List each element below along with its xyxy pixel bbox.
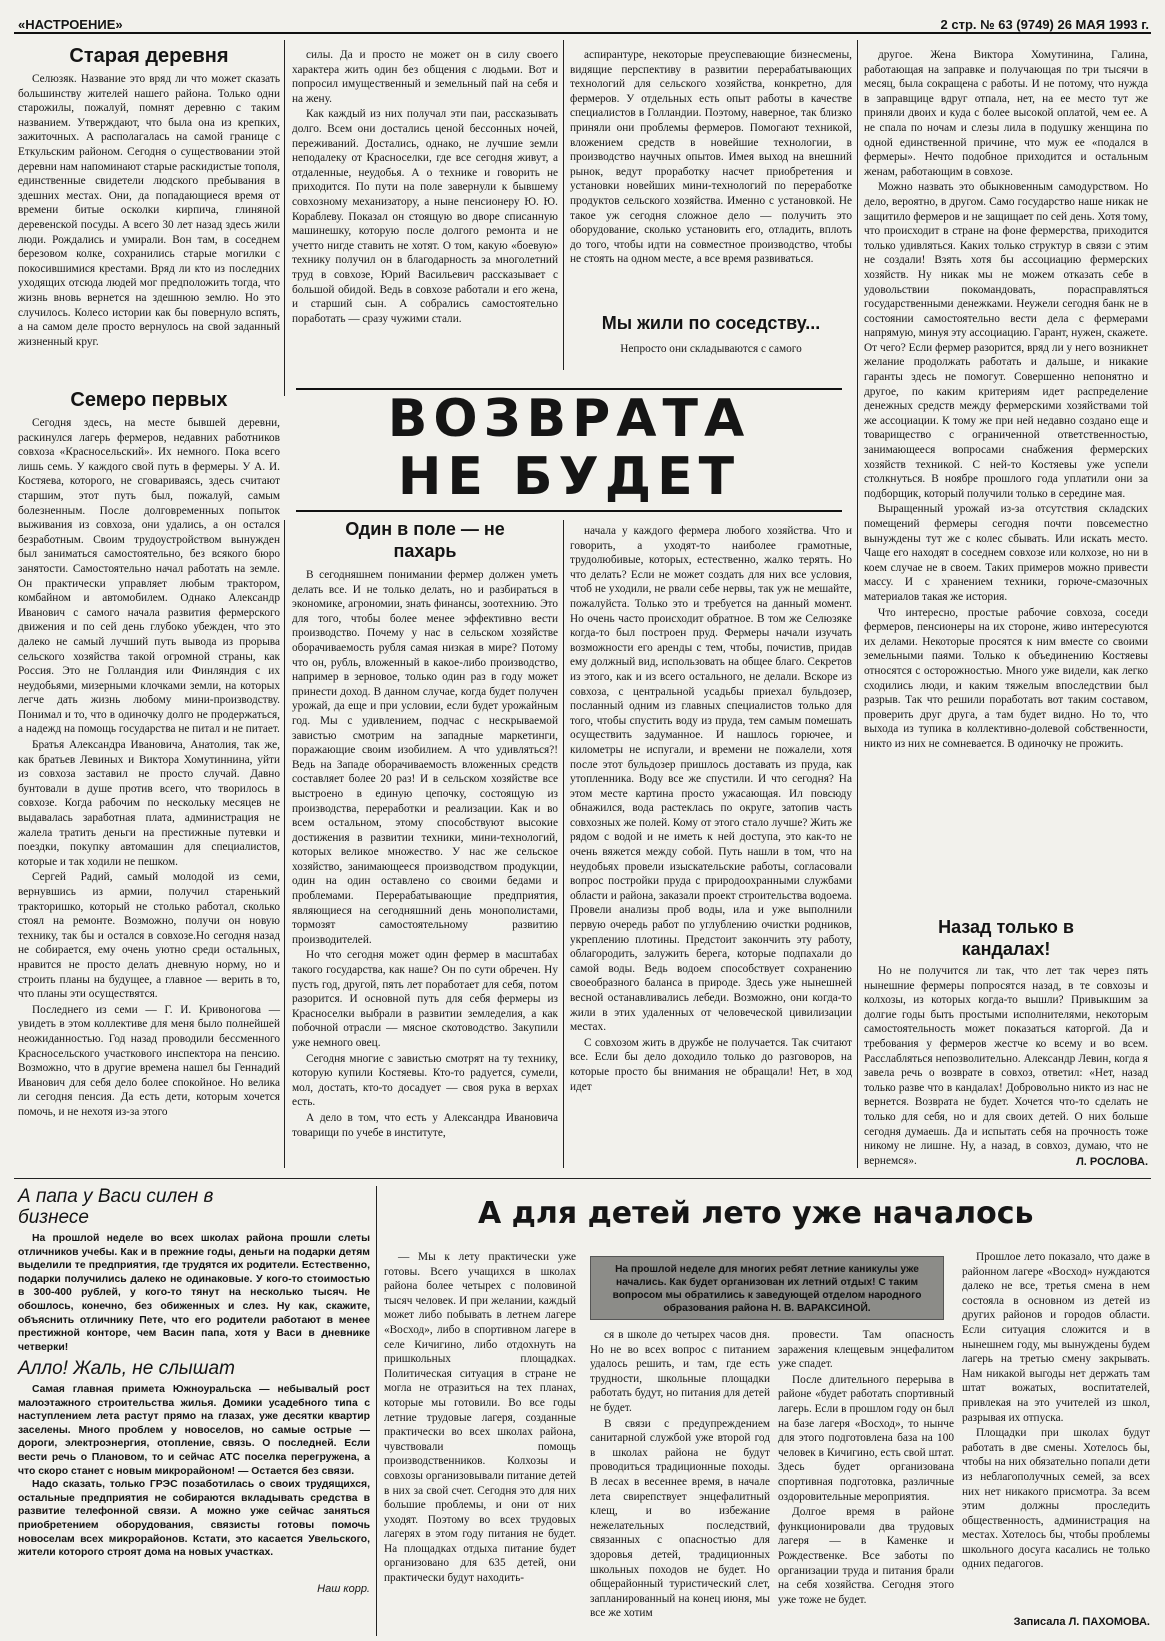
allo-text <box>18 1383 370 1581</box>
col4-text <box>864 48 1148 912</box>
paragraph: Селюзяк. Название это вряд ли что может сказать большинству жителей нашего района. Только одни старожилы, пожалуй, помнят деревню с таким названием. Утверждают, что была она из крепких, зажиточных. А располагалась на самой границе с Еткульским районом. Сегодня о существовании этой деревни нам напоминают старые раскидистые тополя, единственные свидетели людского пребывания в здешних местах. Они, да попадающиеся время от времени битые осколки кирпича, глиняной деревенской посуды. А всего 30 лет назад здесь жили люди. Рождались и умирали. Вон там, в соседнем березовом колке, сохранились старые могилки с покосившимися крестами. Вряд ли кто из последних уходящих отсюда людей мог предположить тогда, что жизнь вновь вернется на здешнюю землю. Но это случилось. Колесо истории как бы повернуло вспять, а на самом деле просто вернулось на свой заданный жизненный круг. <box>18 73 280 348</box>
paragraph: Но что сегодня может один фермер в масштабах такого государства, как наше? Он по сути обречен. Ну пусть год, другой, пять лет поработает для себя, потом разорится. И основной путь для себя фермеры из Красноселки выбрали в развитии земледелия, а как побочной отрасли — мясное скотоводство. Закупили уже немного овец. <box>292 949 558 1049</box>
article-column-4 <box>864 48 1148 1170</box>
summer-headline: А для детей лето уже началось <box>478 1196 1034 1231</box>
article-column-2-top <box>292 48 558 368</box>
section-heading-old-village: Старая деревня <box>69 45 229 67</box>
paragraph: На прошлой неделе во всех школах района прошли слеты отличников учебы. Как и в прежние годы, деньги на подарки детям выделили те предприятия, где трудятся их родители. Естественно, подарки получились далеко не одинаковые. У кого-то стоимостью в 300-400 рублей, у кого-то тянут на несколько тысяч. Не обошлось, конечно, без обиженных и слез. Ну как, скажите, объяснить отличнику Пете, что его родители работают в менее престижной конторе, чем Васин папа, хотя у Васи в дневнике четверки! <box>18 1233 370 1353</box>
paragraph: С совхозом жить в дружбе не получается. Так считают все. Если бы дело доходило только до разговоров, на которые просто бы внимания не обращали! Нет, в ход идет <box>570 1036 852 1093</box>
paragraph: В связи с предупреждением санитарной службой уже второй год в школах района не будут проводиться традиционные походы. В лесах в весеннее время, в начале лета свирепствует энцефалитный клещ, и во избежание нежелательных последствий, связанных с опасностью для здоровья детей, традиционных школьных походов не будет. Но общерайонный туристический слет, запланированный на конец июня, мы все же хотим <box>590 1417 770 1620</box>
summer-column-1 <box>384 1250 576 1636</box>
paragraph: Сегодня здесь, на месте бывшей деревни, раскинулся лагерь фермеров, недавних работников совхоза «Красносельский». Их немного. Пока всего лишь семь. У каждого свой путь в фермеры. У А. И. Костяева, которого, не сговариваясь, здесь считают старшим, этот путь был, пожалуй, самым болезненным. После долговременных попыток выживания из совхоза, они удались, а он остался безработным. Своим трудоустройством вынужден был заниматься самостоятельно, без всякого бюро занятости. Самостоятельно начал работать на земле. Он практически управляет любым трактором, комбайном и автомобилем. Однако Александр Иванович с самого начала развития фермерского движения и по сей день глубоко убежден, что это далеко не самый лучший путь вывода из прорыва сельского хозяйства такой огромной страны, как Россия. Это не Голландия или Финляндия с их неудобьями, мизерными клочками земли, на которых легче дать жизнь любому мини-производству. Понимал и то, что в одиночку долго не продержаться, а надежд на помощь государства не питал и не питает. <box>18 417 280 736</box>
section-divider <box>14 1178 1151 1179</box>
paragraph: Что интересно, простые рабочие совхоза, соседи фермеров, пенсионеры на их стороне, живо интересуются их делами. Некоторые просятся к ним вместе со своими земельными паями. Только к объединению Костяевы относятся с осторожностью. Много уже видели, как легко сходились люди, и каким тяжелым впоследствии был разрыв. Так что решили поработать вот таким составом, проверить друг друга, а там будет видно. Но то, что выхода из тупика в коллективно-долевой собственности, никто из них не сомневается. В одиночку не прожить. <box>864 606 1148 750</box>
papa-box <box>18 1186 370 1353</box>
newspaper-name: «НАСТРОЕНИЕ» <box>18 17 123 32</box>
paragraph: Надо сказать, только ГРЭС позаботилась о своих трудящихся, остальные предприятия не собираются вкладывать средства в развитие телефонной связи. А можно уже сейчас заняться приобретением оборудования, связисты готовы помочь новоселам всех микрорайонов. Кстати, это касается Увельского, жители которого строят дома на новых участках. <box>18 1479 370 1559</box>
column-rule <box>563 40 564 370</box>
alone-text <box>292 568 558 1164</box>
paragraph: После длительного перерыва в районе «будет работать спортивный лагерь. Если в прошлом году он был на базе лагеря «Восход», то нынче для этого подготовлена база на 100 человек в Кичигино, есть свой штат. Здесь будет организована спортивная подготовка, различные оздоровительные мероприятия. <box>778 1373 954 1503</box>
column-rule <box>284 520 285 1168</box>
masthead <box>14 6 1151 34</box>
column-rule <box>563 520 564 1168</box>
paragraph: Братья Александра Ивановича, Анатолия, так же, как братьев Левиных и Виктора Хомутиннина, уйти из совхоза заставил не просто случай. Давно бунтовали в душе против всего, что творилось в совхозе. Когда рабочим по нескольку месяцев не выдавалась заработная плата, администрация не жалела тратить деньги на престижные путевки и поездки, покупку автомашин для специалистов, которые и так ходили не пешком. <box>18 739 280 868</box>
main-headline <box>296 388 842 512</box>
paragraph: — Мы к лету практически уже готовы. Всего учащихся в школах района более четырех с половиной тысяч человек. И при желании, каждый может либо побывать в летнем лагере «Восход», либо в спортивном лагере в селе Кичигино, либо отдохнуть на пришкольных площадках. Политическая ситуация в стране не могла не отразиться на тех планах, которые мы готовили. Во все годы летние трудовые лагеря, созданные практически во всех школах района, чувствовали помощь производственников. Колхозы и совхозы организовывали питание детей в них за свой счет. Сегодня это для них большие проблемы, и они от них уходят. Поэтому во всех трудовых лагерях в этом году питания не будет. На площадках отдыха питание будет организовано для 635 детей, они практически будут находить- <box>384 1251 576 1585</box>
section-heading-seven-first: Семеро первых <box>70 389 228 411</box>
paragraph: В сегодняшнем понимании фермер должен уметь делать все. И не только делать, но и разбираться в экономике, агрономии, знать финансы, зоотехнию. Это для того, чтобы более менее эффективно вести производство. Почему у нас в сельском хозяйстве оборачиваемость рубля самая низкая в мире? Потому что он, рубль, вложенный в какое-либо производство, например в зерновое, только один раз в году может принести доход. В данном случае, когда будет получен урожай, да еще и при условии, если будет урожайным год. Мы с удивлением, подчас с нескрываемой завистью смотрим на западные маркетинги, поражающие своим изобилием. А что удивляться?! Ведь на Западе оборачиваемость вложенных средств составляет более 20 раз! И в сельском хозяйстве все выстроено в единую цепочку, состоящую из производства, переработки и реализации. Как и во всем остальном, этому способствуют высокие достижения в развитии техники, мини-технологий, которых великое множество. У нас же сельское хозяйство, занимающееся производством продукции, один на один оставлено со своими бедами и проблемами. Перерабатывающие предприятия, являющиеся на сегодняшний день монополистами, тормозят самостоятельному развитию производителей. <box>292 569 558 946</box>
seven-first-text <box>18 416 280 1154</box>
article-column-2-bottom <box>292 518 558 1168</box>
paragraph: аспирантуре, некоторые преуспевающие бизнесмены, видящие перспективу в развитии перерабатывающих технологий для сельского хозяйства, конкретно, для фермеров. У отдельных есть опыт работы в качестве специалистов в Голландии. Поэтому, наверное, так близко приняли они проблемы фермеров. Помогают техникой, вложением средств в новейшие технологии, в производство научных опытов. Имея выход на внешний рынок, ведут проработку насчет приобретения и установки новейших мини-технологий по переработке продуктов сельского хозяйства. Именно с установкой. Не такое уж сегодня сложное дело — получить это оборудование, сколько установить его, отладить, вплоть до того, чтобы идти на совместное производство, чтобы не стоять на одном месте, а все время развиваться. <box>570 49 852 266</box>
summer-lead-box: На прошлой неделе для многих ребят летние каникулы уже начались. Как будет организован их летний отдых! С таким вопросом мы обратились к заведующей отделом народного образования района Н. В. ВАРАКСИНОЙ. <box>590 1256 944 1320</box>
paragraph: Сергей Радий, самый молодой из семи, вернувшись из армии, получил старенький тракторишко, который не столько работал, сколько стоял на ремонте. Возможно, получи он новую технику, так бы и остался в совхозе.Но сегодня назад не собирается, ему очень уютно среди остальных, нравится не просто делать дневную норму, но и строить планы на будущее, а главное — верить в то, что планы эти осуществятся. <box>18 871 280 1001</box>
neighbours-lead <box>570 342 852 358</box>
lead-line: Непросто они складываются с самого <box>620 343 802 355</box>
paragraph: Сегодня многие с завистью смотрят на ту технику, которую купили Костяевы. Кто-то радуется, сумели, мол, достать, кто-то досадует — своя рука в верхах есть. <box>292 1052 558 1109</box>
article-column-3-bottom <box>570 524 852 1168</box>
article-column-3-top <box>570 48 852 388</box>
papa-heading: А папа у Васи силен в бизнесе <box>18 1186 214 1228</box>
author-signature: Л. РОСЛОВА. <box>1076 1156 1148 1168</box>
paragraph: Последнего из семи — Г. И. Кривоногова — увидеть в этом коллективе для меня было полнейшей неожиданностью. Год назад проводили бессменного Красносельского участкового инспектора на пенсию. Возможно, что в другие времена нашел бы Геннадий Иванович для себя дело более спокойное. Но велика ли сегодня пенсия. Да есть дети, которым хочется помочь, и не нехотя из-за этого <box>18 1003 280 1118</box>
papa-text <box>18 1232 370 1353</box>
summer-column-4-text <box>962 1250 1150 1614</box>
col3-top-text <box>570 48 852 304</box>
paragraph: ся в школе до четырех часов дня. Но не во всех вопрос с питанием удалось решить, и там, где есть трудности, школьные площадки работать будут, но питания для детей не будет. <box>590 1329 770 1414</box>
column-rule <box>857 40 858 1168</box>
paragraph: силы. Да и просто не может он в силу своего характера жить один без общения с людьми. Вот и попросил имущественный и земельный пай на себя и на жену. <box>292 49 558 105</box>
section-heading-back: Назад только в кандалах! <box>938 917 1074 959</box>
summer-column-2 <box>590 1328 770 1636</box>
old-village-text <box>18 72 280 378</box>
paragraph: Можно назвать это обыкновенным самодурством. Но дело, вероятно, в другом. Само государство наше никак не защитило фермеров и не защищает по сей день. Хотя тому, что происходит в стране на фоне фермерства, приходится только удивляться. Каких только структур в связи с этим не создали! Взять хотя бы ассоциацию фермерских хозяйств. Ну никак мы не можем отказать себе в удовольствии покомандовать, порасправляться государственными денежками. Неужели сегодня банк не в состоянии самостоятельно вести дела с фермерами напрямую, минуя эту ассоциацию. Гарант, нужен, скажете. От чего? Если фермер разорится, вряд ли у него возникнет желание продолжать работать и дальше, и никакие гаранты здесь не помогут. Совершенно непонятно и другое, по каким критериям идет распределение денежных средств между фермерскими хозяйствами той же ассоциации. К тому же при ней недавно создано еще и товарищество с ограниченной ответственностью, занимающееся вопросами снабжения фермерских хозяйств техникой. С ней-то Костяевы уже успели столкнуться. В ноябре прошлого года уплатили они за подборщик, который получили только в середине мая. <box>864 181 1148 500</box>
paragraph: Как каждый из них получал эти паи, рассказывать долго. Всем они достались ценой бессонных ночей, переживаний. Достались, однако, не лучшие земли неподалеку от Красноселки, где все сегодня живут, а отдаленные, неудобья. А о технике и говорить не приходится. По пути на поле завернули к бывшему совхозному механизатору, а ныне пенсионеру Ю. Ю. Кораблеву. Показал он стоящую во дворе списанную машинешку, которую после долгого ремонта и не учетто нигде ставить не хотят. О том, какую «боевую» технику получил он в благодарность за многолетний труд в совхозе, Юрий Васильевич рассказывает с большой обидой. Ведь в совхозе работали и его жена, и старший сын. А собрались самостоятельно поработать — сразу чужими стали. <box>292 108 558 325</box>
allo-heading: Алло! Жаль, не слышат <box>18 1358 235 1379</box>
summer-signature: Записала Л. ПАХОМОВА. <box>1013 1616 1150 1628</box>
summer-column-4 <box>962 1250 1150 1636</box>
issue-info: 2 стр. № 63 (9749) 26 МАЯ 1993 г. <box>940 17 1149 32</box>
paragraph: Но не получится ли так, что лет так через пять нынешние фермеры попросятся назад, в те совхозы и колхозы, из которых когда-то вышли? Привыкшим за долгие годы быть простыми исполнителями, некоторым самостоятельность может показаться каторгой. Да и требования у фермеров жестче ко всему и во всем. Расслабляться непозволительно. Александр Левин, когда я завела речь о возврате в совхоз, ответил: «Нет, назад только разве что в кандалах! Добровольно никто из нас не вернется. Возврата не будет. Хочется что-то сделать не только для себя, но и для своих детей. О них больше сегодня думаешь. Да и испытать себя на прочность тоже никому не лишне. Ну, а назад, в совхоз, думаю, что не вернемся». <box>864 965 1148 1167</box>
paragraph: Прошлое лето показало, что даже в районном лагере «Восход» нуждаются далеко не все, третья смена в нем состояла в основном из детей из других районов и городов области. Если ситуация сложится и в нынешнем году, мы вынуждены будем лагерь на третью смену закрывать. Нам никакой выгоды нет держать там штат вожатых, воспитателей, привлекая на это учителей из школ, разрывая их отпуска. <box>962 1251 1150 1424</box>
section-heading-alone: Один в поле — не пахарь <box>345 519 505 561</box>
article-column-1 <box>18 44 280 1174</box>
column-rule <box>284 40 285 396</box>
paragraph: Долгое время в районе функционировали два трудовых лагеря — в Каменке и Рождественке. Все заботы по организации труда и питания брали на себя хозяйства. Сегодня этого уже тоже не будет. <box>778 1506 954 1606</box>
paragraph: начала у каждого фермера любого хозяйства. Что и говорить, а уходят-то наиболее грамотные, трудолюбивые, которых, естественно, жалко терять. Но что делать? Если не может создать для них все условия, чтоб не уходили, не рвали себе нервы, так уж не мешайте, пожалуйста. Только это и требуется на данный момент. Но очень часто происходит обратное. В том же Селюзяке когда-то был построен пруд. Фермеры начали изучать возможности его аренды с тем, чтобы, почистив, придав ему должный вид, использовать на общее благо. Секретов из этого, как и из всего остального, не делали. Вскоре из совхоза, с центральной усадьбы приехал бульдозер, посланный одним из главных специалистов только для того, чтобы спустить воду из пруда, тем самым помешать осуществить задуманное. И нашлось горючее, и километры не испугали, и времени не пожалели, хотя после этот бульдозер пришлось доставать из пруда, как утопленника. Воду все же спустили. И что сегодня? На этом месте картина просто ужасающая. Ил повсюду обнажился, вода растеклась по округе, затопив часть совхозных же полей. Кому от этого стало лучше? Жить же рядом с водой и не иметь к ней доступа, это как-то не очень вяжется между собой. Путь нашли в том, что на неудобьях провели изыскательские работы, согласовали вопрос постройки пруда с природоохранными службами области и района, заказали проект строительства водоема. Провели анализы проб воды, ила и уже выполнили первую очередь работ по углублению очистки родников, укреплению плотины. Предстоит закончить эту работу, облагородить, залужить берега, которые подпахали до самой воды. Ведь водоем способствует сохранению своеобразного баланса в природе. Здесь уже нынешней весной останавливались лебеди. Возможно, они когда-то жили в этих удаленных от человеческой цивилизации местах. <box>570 525 852 1034</box>
paragraph: другое. Жена Виктора Хомутинина, Галина, работающая на заправке и получающая по три тысячи в месяц, была сокращена с работы. И не потому, что нужда в заправщице вдруг отпала, нет, на ее место тут же приняли двоих и куда с более высокой оплатой, чем ее. А не спала по ночам и слезы лила в подушку женщина по одной единственной причине, что муж ее «подался в фермеры». Нечто подобное приходится и остальным женам, работающим в совхозе. <box>864 49 1148 178</box>
allo-signature: Наш корр. <box>317 1583 370 1595</box>
paragraph: провести. Там опасность заражения клещевым энцефалитом уже спадет. <box>778 1329 954 1371</box>
paragraph: А дело в том, что есть у Александра Ивановича товарищи по учебе в институте, <box>292 1111 558 1139</box>
column-rule <box>376 1186 377 1636</box>
allo-box <box>18 1358 370 1638</box>
paragraph: Площадки при школах будут работать в две смены. Хотелось бы, чтобы на них обязательно попали дети из неблагополучных семей, за всех них нет никакого присмотра. За всем этим должны проследить общественность, администрация на местах. Хотелось бы, чтобы проблемы школьного досуга касались не только одних педагогов. <box>962 1427 1150 1571</box>
section-heading-neighbours: Мы жили по соседству... <box>601 313 821 333</box>
summer-column-3 <box>778 1328 954 1636</box>
headline-line-2: НЕ БУДЕТ <box>397 447 741 507</box>
paragraph: Самая главная примета Южноуральска — небывалый рост малоэтажного строительства жилья. Домики усадебного типа с наступлением лета растут прямо на глазах, уже десятки квартир заселены. Много проблем у новоселов, но самые острые — дороги, электроэнергия, отопление, связь. О последней. Если вести речь о Плановом, то и сейчас АТС поселка перегружена, а что скоро станет с новым микрорайоном! — Остается без связи. <box>18 1384 370 1477</box>
headline-line-1: ВОЗВРАТА <box>387 389 751 449</box>
paragraph: Выращенный урожай из-за отсутствия складских помещений фермеры сегодня почти повсеместно вынуждены тут же с колес сбывать. Или искать место. Чаще его находят в соседнем совхозе или колхозе, но ни в коем случае не в своем. Таких примеров можно привести массу. И с хранением техники, горюче-смазочных материалов такая же история. <box>864 503 1148 603</box>
